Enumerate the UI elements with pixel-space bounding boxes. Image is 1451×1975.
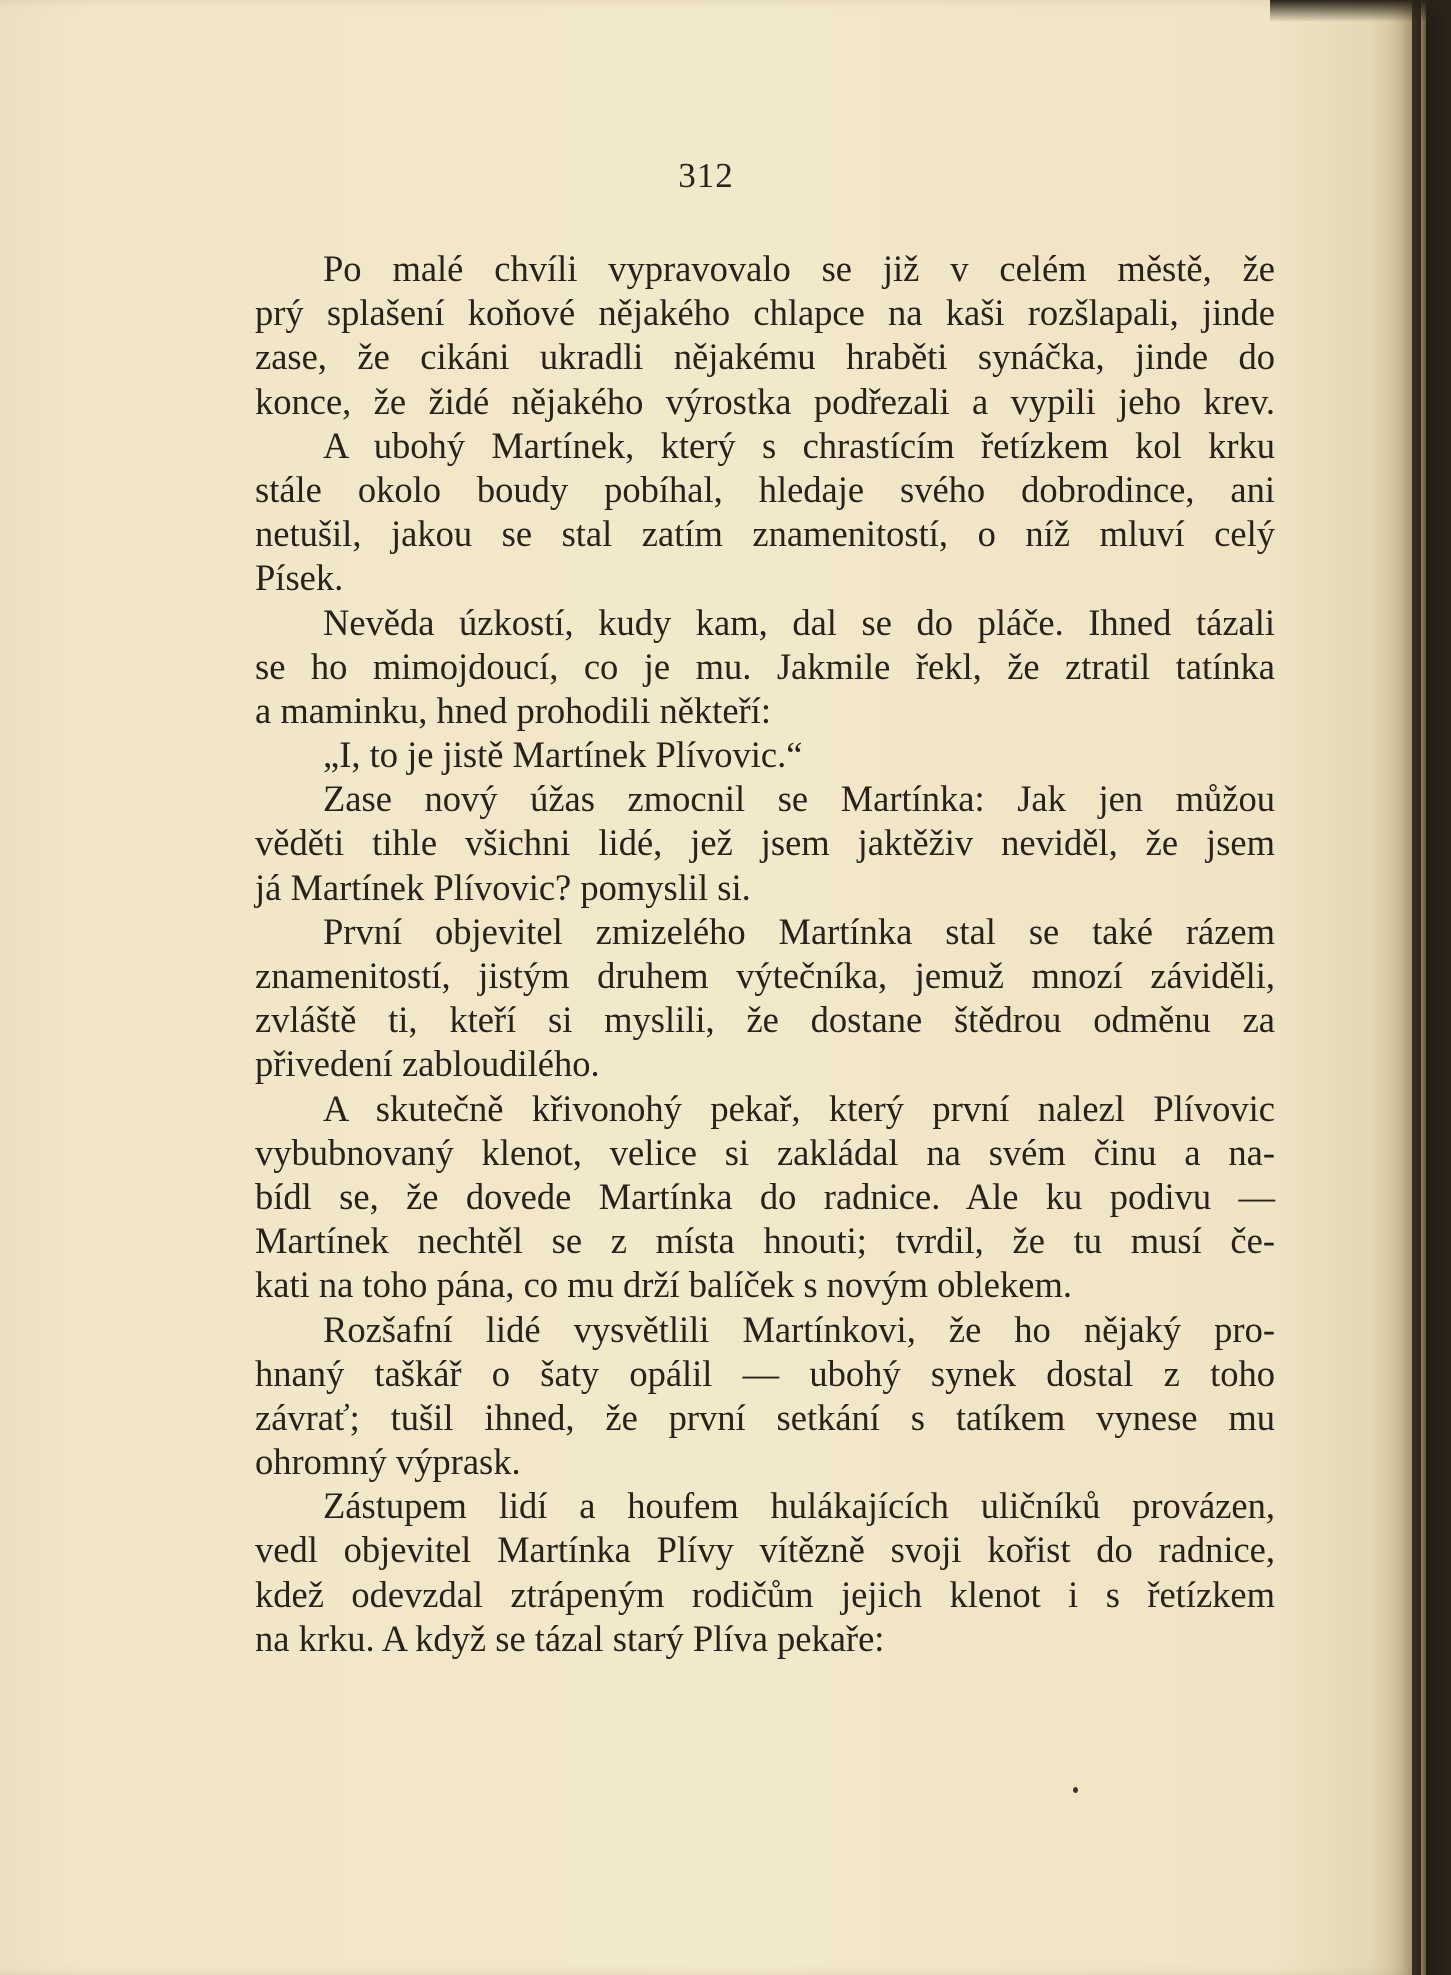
text-line: ohromný výprask. (255, 1441, 521, 1483)
text-line: kati na toho pána, co mu drží balíček s novým oblekem. (255, 1264, 1072, 1306)
text-line: „I, to je jistě Martínek Plívovic.“ (323, 734, 803, 776)
text-line: vybubnovaný klenot, velice si zakládal na svém činu a na- (255, 1131, 1275, 1173)
text-line: bídl se, že dovede Martínka do radnice. Ale ku podivu — (255, 1175, 1275, 1217)
text-line: Po malé chvíli vypravovalo se již v celém městě, že (323, 248, 1275, 289)
text-line: Rozšafní lidé vysvětlili Martínkovi, že ho nějaký pro- (323, 1308, 1275, 1350)
text-line: stále okolo boudy pobíhal, hledaje svého dobrodince, ani (255, 468, 1275, 510)
text-line: závrať; tušil ihned, že první setkání s tatíkem vynese mu (255, 1396, 1275, 1438)
text-line: hnaný taškář o šaty opálil — ubohý synek dostal z toho (255, 1352, 1275, 1394)
text-line: znamenitostí, jistým druhem výtečníka, jemuž mnozí záviděli, (255, 955, 1275, 996)
text-line: Zase nový úžas zmocnil se Martínka: Jak jen můžou (323, 778, 1275, 820)
page-edge-shadow (1412, 0, 1451, 1975)
corner-shadow (1270, 0, 1451, 22)
text-line: věděti tihle všichni lidé, jež jsem jaktěživ neviděl, že jsem (255, 822, 1275, 864)
text-line: kdež odevzdal ztrápeným rodičům jejich klenot i s řetízkem (255, 1573, 1275, 1615)
page-edge-binding (1421, 0, 1426, 1975)
text-line: vedl objevitel Martínka Plívy vítězně svoji kořist do radnice, (255, 1529, 1275, 1571)
text-line: Zástupem lidí a houfem hulákajících uličníků provázen, (323, 1485, 1275, 1527)
text-line: Písek. (255, 557, 344, 599)
ink-speck (1073, 1787, 1078, 1793)
text-line: se ho mimojdoucí, co je mu. Jakmile řekl, že ztratil tatínka (255, 645, 1275, 687)
text-line: A skutečně křivonohý pekař, který první nalezl Plívovic (323, 1087, 1275, 1129)
text-line: prý splašení koňové nějakého chlapce na kaši rozšlapali, jinde (255, 292, 1275, 334)
text-line: já Martínek Plívovic? pomyslil si. (255, 866, 751, 908)
text-line: zase, že cikáni ukradli nějakému hraběti synáčka, jinde do (255, 336, 1275, 378)
text-line: netušil, jakou se stal zatím znamenitostí, o níž mluví celý (255, 513, 1275, 555)
body-text (255, 247, 1275, 1661)
page-number: 312 (678, 156, 734, 195)
text-line: zvláště ti, kteří si myslili, že dostane štědrou odměnu za (255, 999, 1275, 1041)
text-line: a maminku, hned prohodili někteří: (255, 689, 771, 731)
text-line: Martínek nechtěl se z místa hnouti; tvrdil, že tu musí če- (255, 1220, 1275, 1262)
text-line: A ubohý Martínek, který s chrastícím řetízkem kol krku (323, 424, 1275, 466)
text-line: Nevěda úzkostí, kudy kam, dal se do pláče. Ihned tázali (323, 601, 1275, 643)
text-line: konce, že židé nějakého výrostka podřezali a vypili jeho krev. (255, 380, 1275, 422)
text-line: První objevitel zmizelého Martínka stal se také rázem (323, 910, 1275, 952)
text-line: přivedení zabloudilého. (255, 1043, 600, 1085)
text-line: na krku. A když se tázal starý Plíva pekaře: (255, 1617, 885, 1659)
